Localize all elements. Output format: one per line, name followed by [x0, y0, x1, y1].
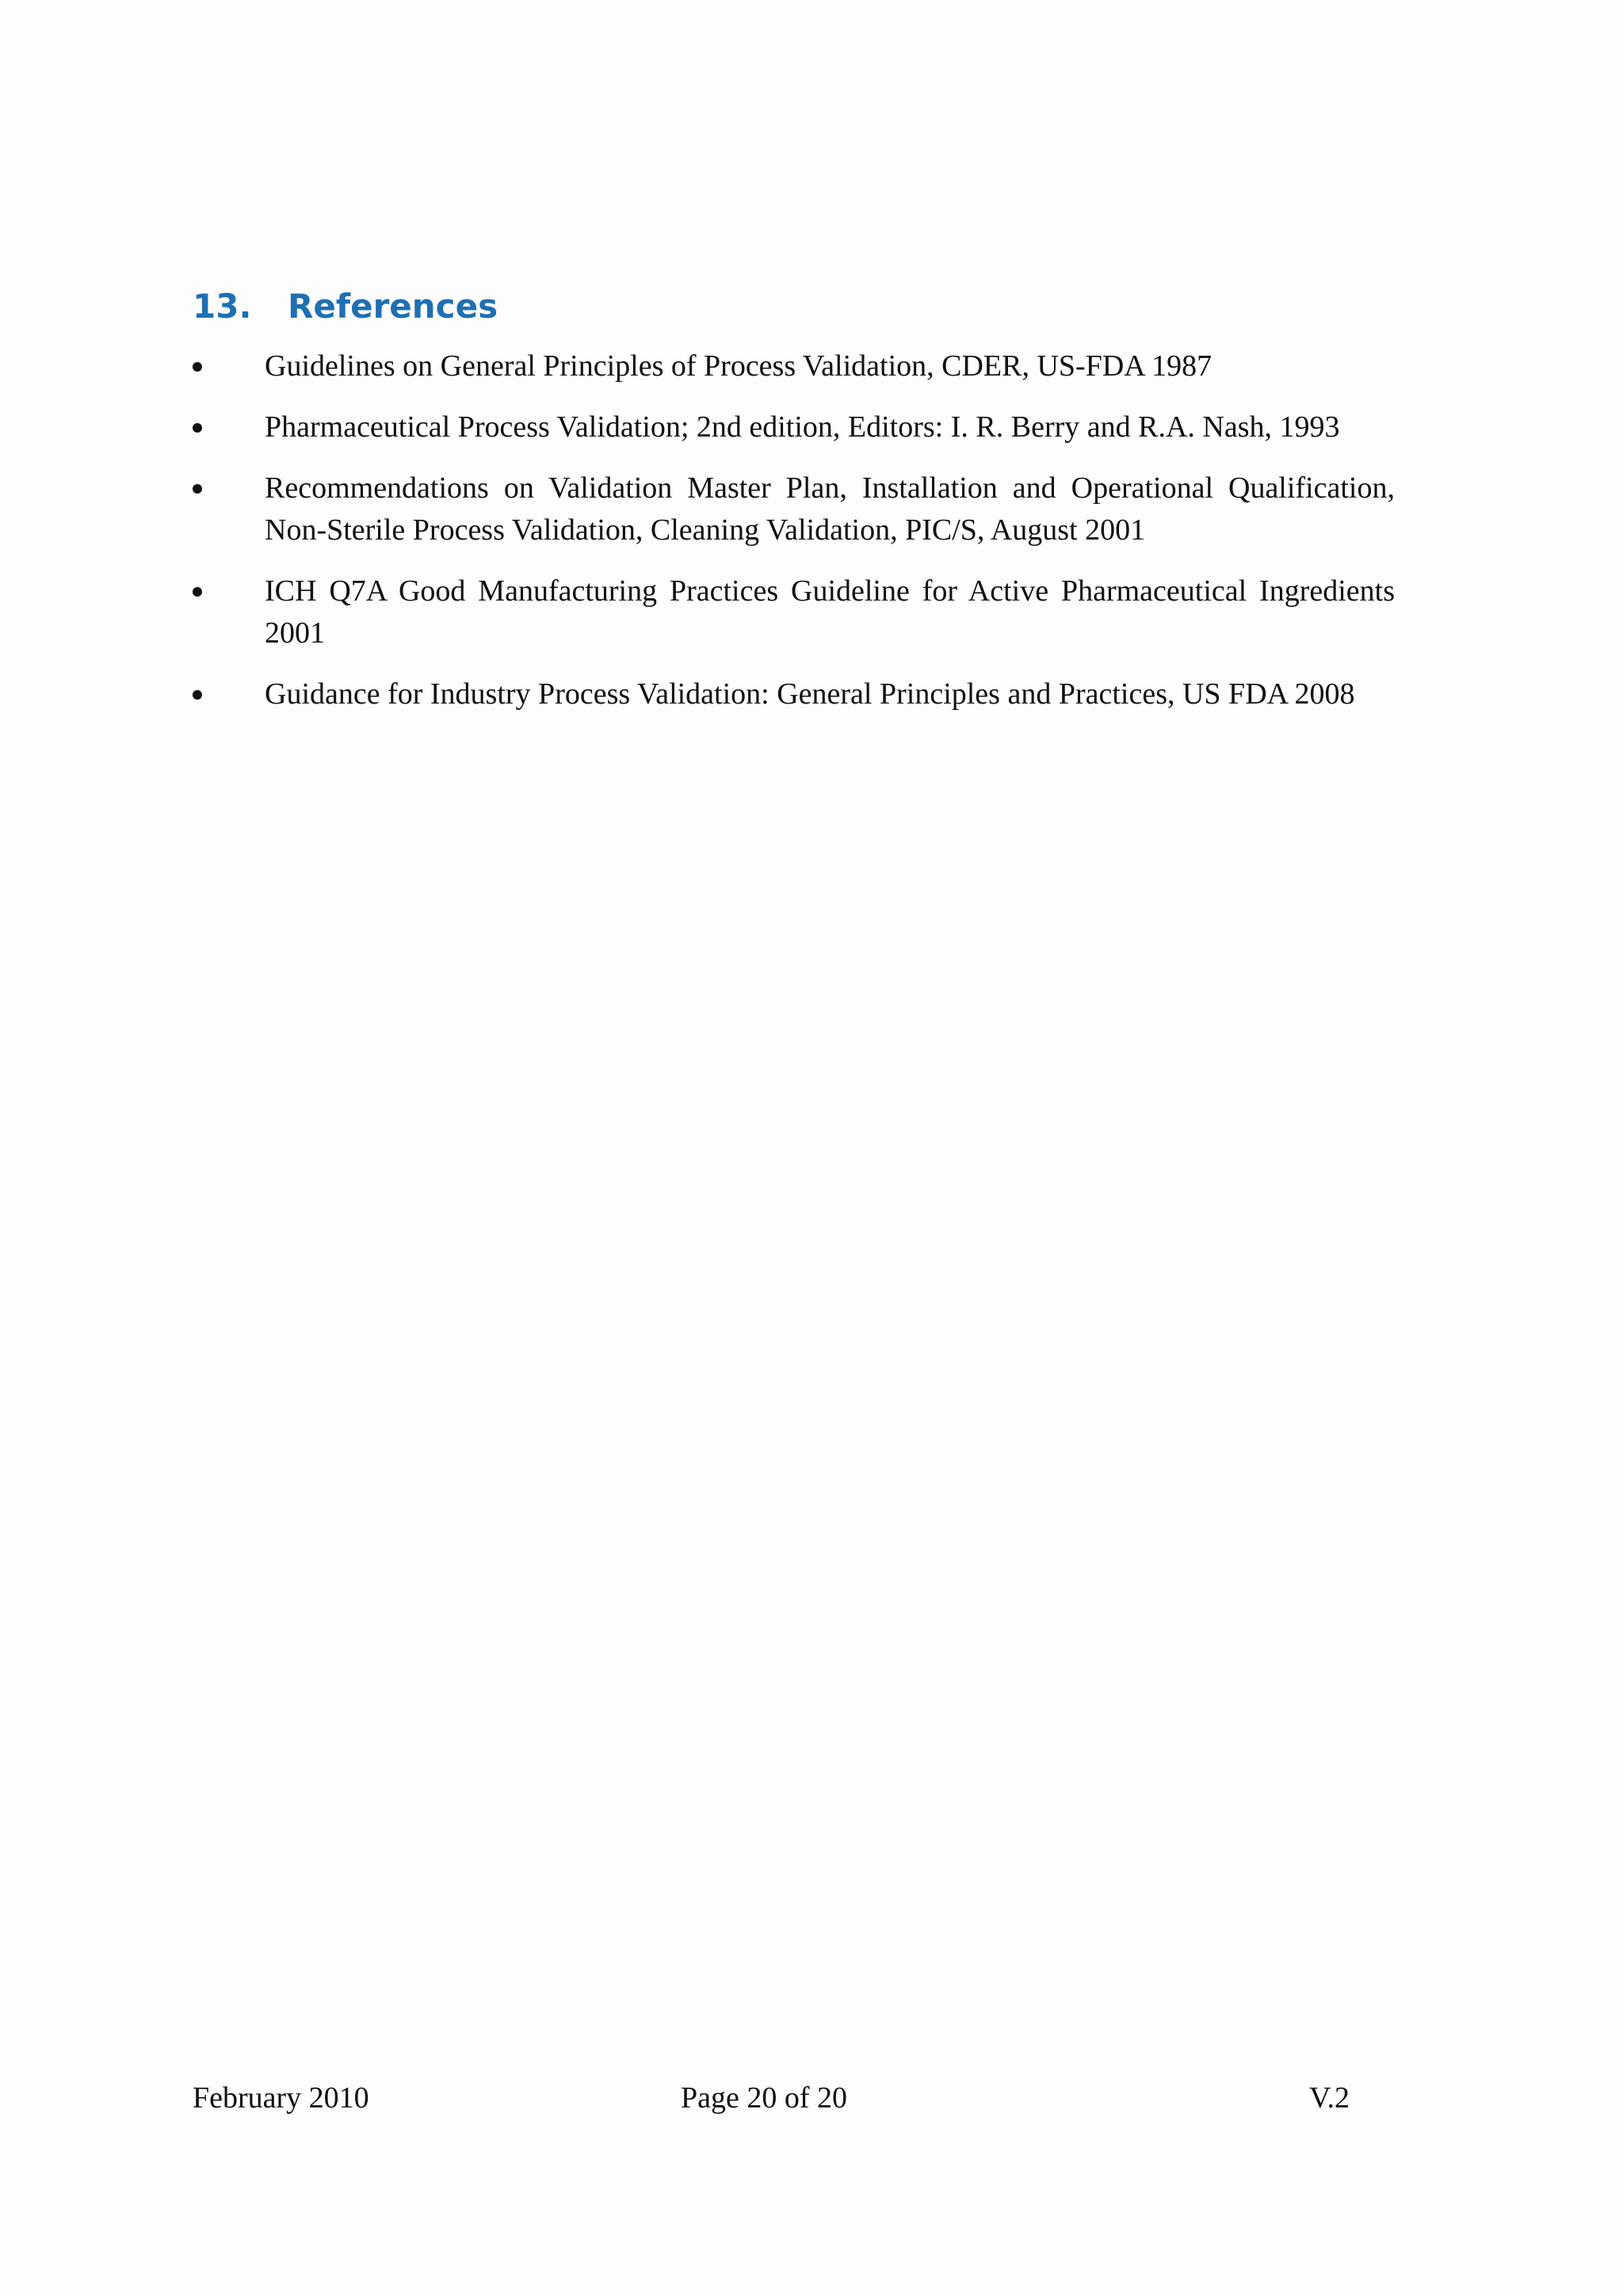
footer-version: V.2: [1308, 2081, 1350, 2115]
references-list: [193, 345, 1395, 734]
page-footer: [193, 2081, 1350, 2128]
reference-text: Guidance for Industry Process Validation: General Principles and Practices, US FDA 2008: [265, 677, 1355, 711]
reference-text: ICH Q7A Good Manufacturing Practices Guideline for Active Pharmaceutical Ingredients 2001: [265, 574, 1395, 650]
bullet-icon: [193, 484, 202, 494]
bullet-icon: [193, 362, 202, 372]
reference-item: [193, 406, 1395, 448]
section-title: References: [288, 287, 498, 326]
reference-item: [193, 467, 1395, 551]
bullet-icon: [193, 423, 202, 433]
reference-text: Guidelines on General Principles of Process Validation, CDER, US-FDA 1987: [265, 349, 1212, 383]
section-heading: [193, 287, 498, 326]
reference-item: [193, 345, 1395, 387]
footer-page-number: Page 20 of 20: [681, 2081, 848, 2115]
bullet-icon: [193, 690, 202, 700]
reference-item: [193, 570, 1395, 654]
bullet-icon: [193, 587, 202, 597]
reference-text: Recommendations on Validation Master Plan, Installation and Operational Qualification, Non-Sterile Process Validation, Cleaning Validation, PIC/S, August 2001: [265, 471, 1395, 547]
reference-text: Pharmaceutical Process Validation; 2nd edition, Editors: I. R. Berry and R.A. Nash, 1993: [265, 410, 1340, 444]
reference-item: [193, 673, 1395, 715]
footer-date: February 2010: [193, 2081, 369, 2115]
section-number: 13.: [193, 287, 252, 326]
